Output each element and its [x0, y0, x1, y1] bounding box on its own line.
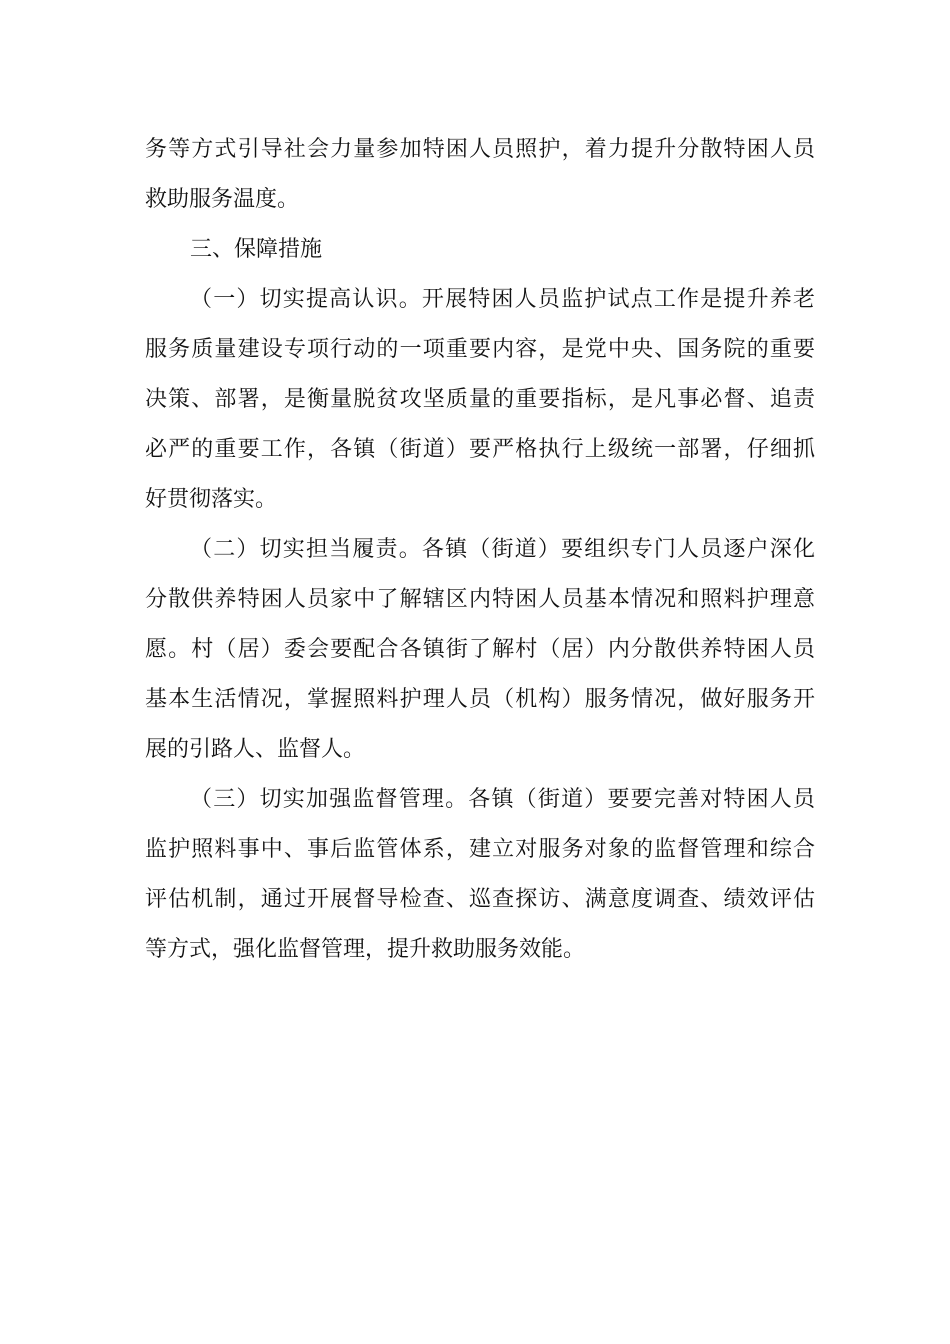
paragraph-2-line: 展的引路人、监督人。: [145, 737, 366, 762]
paragraph-2-line: 基本生活情况，掌握照料护理人员（机构）服务情况，做好服务开: [145, 687, 815, 712]
intro-line: 救助服务温度。: [145, 187, 300, 212]
paragraph-1-line: （一）切实提高认识。开展特困人员监护试点工作是提升养老: [190, 287, 815, 312]
paragraph-3-line: （三）切实加强监督管理。各镇（街道）要要完善对特困人员: [190, 787, 815, 812]
paragraph-1-line: 决策、部署，是衡量脱贫攻坚质量的重要指标，是凡事必督、追责: [145, 387, 815, 412]
paragraph-1-line: 好贯彻落实。: [145, 487, 278, 512]
paragraph-2-line: （二）切实担当履责。各镇（街道）要组织专门人员逐户深化: [190, 537, 815, 562]
paragraph-3-line: 评估机制，通过开展督导检查、巡查探访、满意度调查、绩效评估: [145, 887, 815, 912]
paragraph-1-line: 必严的重要工作，各镇（街道）要严格执行上级统一部署，仔细抓: [145, 437, 815, 462]
paragraph-3-line: 监护照料事中、事后监管体系，建立对服务对象的监督管理和综合: [145, 837, 815, 862]
paragraph-2-line: 分散供养特困人员家中了解辖区内特困人员基本情况和照料护理意: [145, 587, 815, 612]
paragraph-2-line: 愿。村（居）委会要配合各镇街了解村（居）内分散供养特困人员: [145, 637, 815, 662]
paragraph-3-line: 等方式，强化监督管理，提升救助服务效能。: [145, 937, 586, 962]
section-heading: 三、保障措施: [190, 237, 323, 262]
paragraph-1-line: 服务质量建设专项行动的一项重要内容，是党中央、国务院的重要: [145, 337, 815, 362]
intro-line: 务等方式引导社会力量参加特困人员照护，着力提升分散特困人员: [145, 137, 815, 162]
